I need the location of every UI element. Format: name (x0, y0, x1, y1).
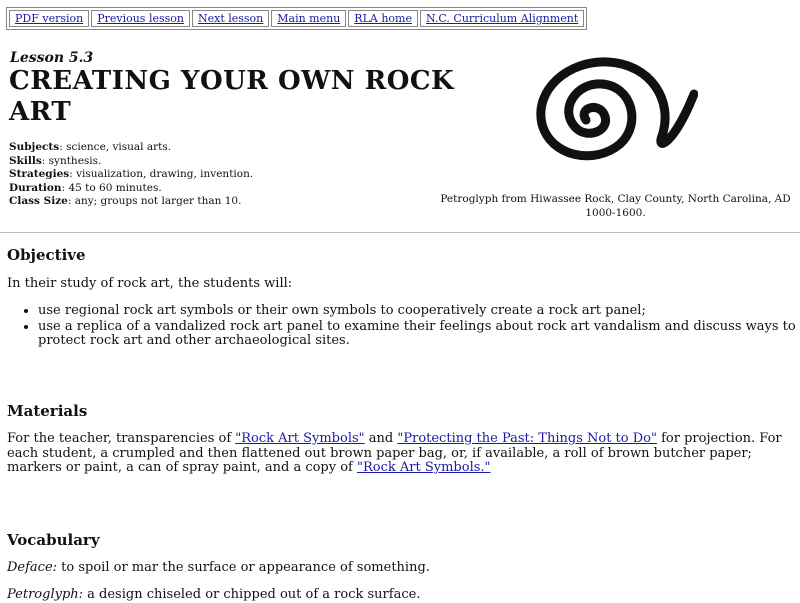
class-size-label: Class Size (9, 195, 68, 207)
strategies-row (9, 168, 253, 182)
term-name: Petroglyph: (7, 587, 84, 602)
class-size-row (9, 195, 253, 209)
nav-pdf-version-link[interactable]: PDF version (9, 10, 89, 27)
strategies-label: Strategies (9, 168, 70, 180)
protecting-the-past-link[interactable]: "Protecting the Past: Things Not to Do" (397, 431, 657, 446)
vocabulary-heading: Vocabulary (7, 531, 100, 549)
duration-row (9, 182, 253, 196)
materials-text: for projection. For each student, a crumpled and then flattened out brown paper bag, or, if available, a roll of brown butcher paper; markers or paint, a can of spray paint, and a copy of (7, 431, 782, 475)
skills-value: : synthesis. (41, 154, 102, 167)
vocabulary-term (7, 561, 430, 576)
lesson-number: Lesson 5.3 (10, 50, 94, 66)
objective-heading: Objective (7, 246, 86, 264)
rock-art-symbols-link[interactable]: "Rock Art Symbols" (235, 431, 365, 446)
lesson-meta (9, 141, 253, 209)
subjects-label: Subjects (9, 141, 60, 153)
page-title: CREATING YOUR OWN ROCK ART (9, 66, 455, 127)
vocabulary-term (7, 588, 420, 603)
image-caption: Petroglyph from Hiwassee Rock, Clay County, North Carolina, AD 1000-1600. (440, 193, 791, 219)
objective-intro: In their study of rock art, the students will: (7, 276, 293, 291)
nav-main-menu-link[interactable]: Main menu (271, 10, 346, 27)
objective-list (16, 304, 798, 350)
term-definition: to spoil or mar the surface or appearance of something. (57, 560, 430, 575)
nav-previous-lesson-link[interactable]: Previous lesson (91, 10, 190, 27)
duration-label: Duration (9, 181, 62, 194)
subjects-row (9, 141, 253, 155)
materials-heading: Materials (7, 402, 88, 420)
skills-row (9, 155, 253, 169)
materials-text: For the teacher, transparencies of (7, 431, 236, 446)
petroglyph-spiral-image (528, 52, 698, 187)
navigation-bar (6, 7, 587, 30)
nav-rla-home-link[interactable]: RLA home (348, 10, 418, 27)
list-item: • use a replica of a vandalized rock art panel to examine their feelings about rock art vandalism and discuss ways to protect rock art and other archaeological sites. (38, 320, 798, 349)
subjects-value: : science, visual arts. (59, 141, 172, 153)
nav-next-lesson-link[interactable]: Next lesson (192, 10, 269, 27)
term-name: Deface: (7, 560, 58, 575)
materials-text: and (364, 431, 398, 446)
spiral-stroke (541, 62, 694, 156)
list-item: • use regional rock art symbols or their own symbols to cooperatively create a rock art panel; (38, 304, 798, 319)
rock-art-symbols-copy-link[interactable]: "Rock Art Symbols." (357, 460, 491, 475)
strategies-value: : visualization, drawing, invention. (69, 168, 254, 180)
divider (0, 232, 800, 233)
term-definition: a design chiseled or chipped out of a rock surface. (83, 587, 421, 602)
duration-value: : 45 to 60 minutes. (61, 181, 162, 194)
materials-paragraph (7, 432, 787, 476)
nav-curriculum-alignment-link[interactable]: N.C. Curriculum Alignment (420, 10, 584, 27)
skills-label: Skills (9, 154, 42, 167)
class-size-value: : any; groups not larger than 10. (67, 195, 242, 207)
